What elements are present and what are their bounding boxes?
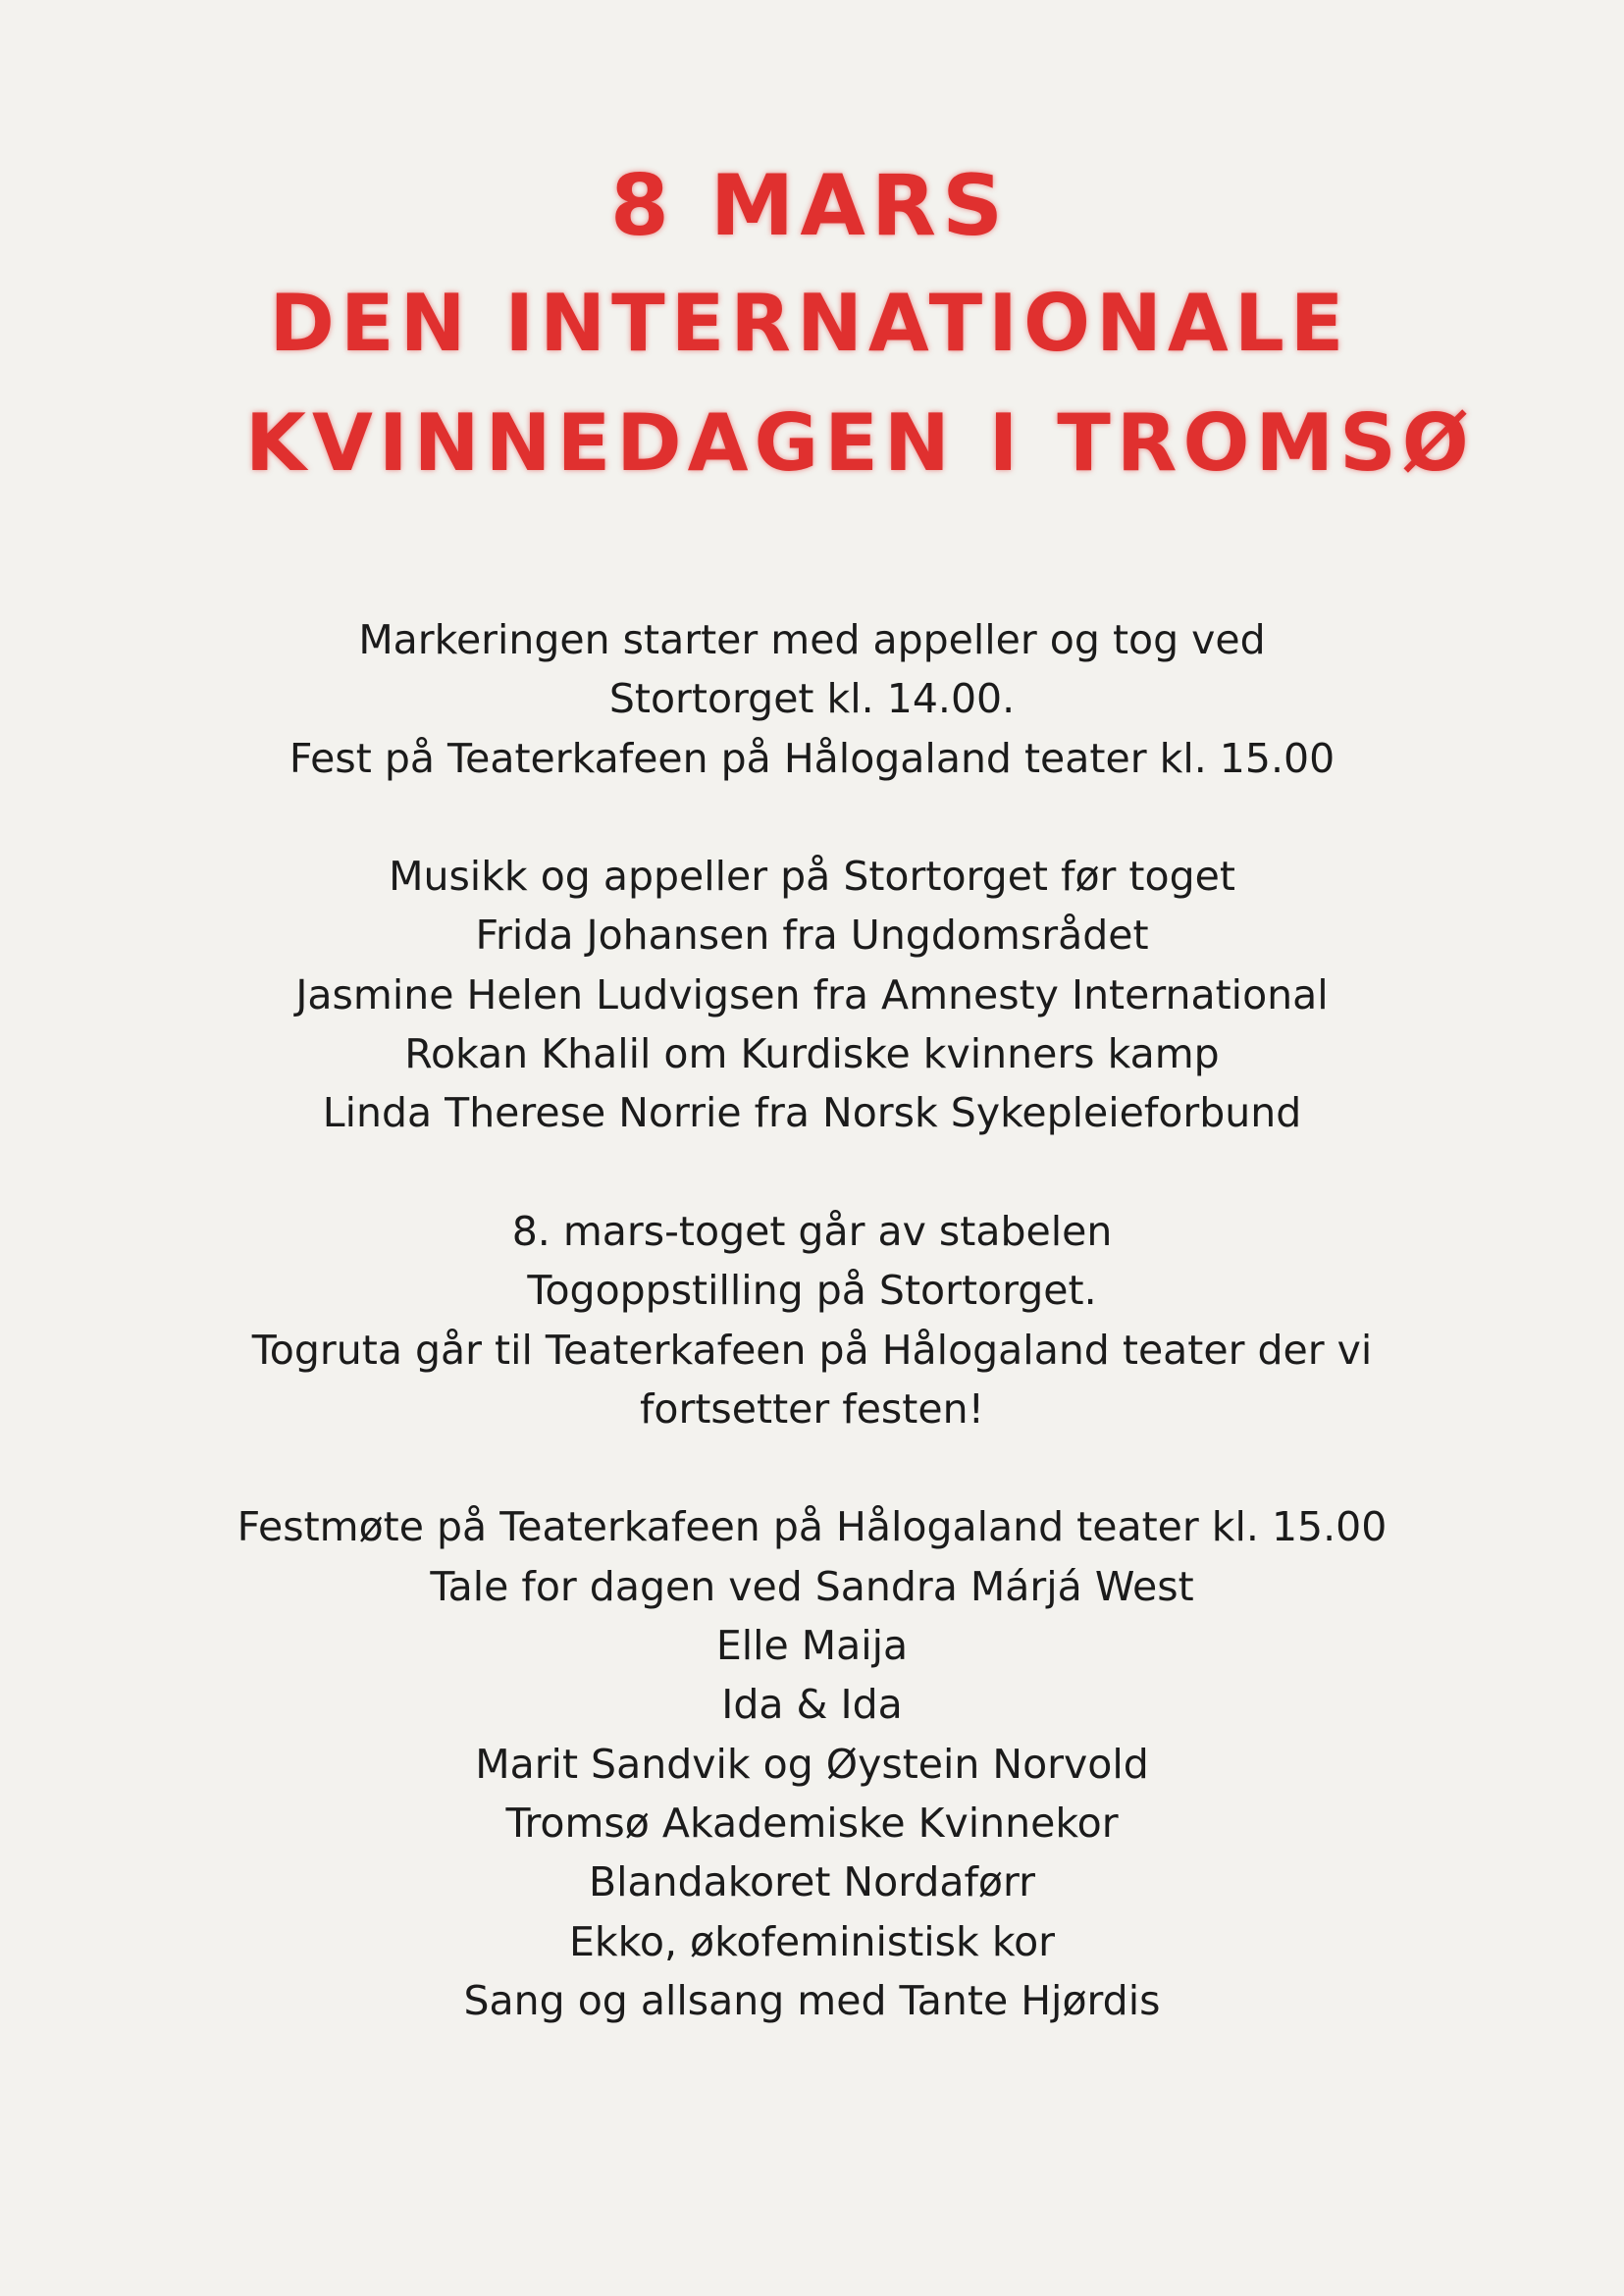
program-line: Tale for dagen ved Sandra Márjá West [430,1562,1194,1610]
program-line: Fest på Teaterkafeen på Hålogaland teater kl. 15.00 [288,734,1336,782]
title-location: KVINNEDAGEN I TROMSØ [245,397,1475,489]
program-line: Festmøte på Teaterkafeen på Hålogaland teater kl. 15.00 [236,1503,1388,1551]
program-line: Markeringen starter med appeller og tog ved [358,616,1266,663]
program-line: Rokan Khalil om Kurdiske kvinners kamp [404,1030,1220,1078]
program-text [196,610,1428,2030]
title-date: 8 MARS [609,157,1010,255]
flyer-title [245,137,1475,520]
program-line: Linda Therese Norrie fra Norsk Sykepleieforbund [322,1089,1302,1137]
section-spacer [196,1438,1428,1497]
program-line: 8. mars-toget går av stabelen [511,1207,1113,1255]
section-spacer [196,1143,1428,1202]
program-line: fortsetter festen! [639,1384,985,1433]
program-line: Tromsø Akademiske Kvinnekor [505,1799,1119,1847]
program-line: Sang og allsang med Tante Hjørdis [463,1976,1161,2024]
program-line: Stortorget kl. 14.00. [608,675,1016,723]
program-line: Ekko, økofeministisk kor [568,1917,1056,1965]
program-line: Blandakoret Nordaførr [589,1858,1035,1906]
program-line: Musikk og appeller på Stortorget før toget [389,853,1235,901]
program-line: Togoppstilling på Stortorget. [527,1267,1097,1315]
program-line: Marit Sandvik og Øystein Norvold [475,1740,1149,1788]
section-spacer [196,788,1428,847]
program-line: Togruta går til Teaterkafeen på Hålogaland teater der vi [251,1326,1373,1374]
program-line: Frida Johansen fra Ungdomsrådet [475,912,1149,960]
program-line: Ida & Ida [721,1681,903,1729]
title-event: DEN INTERNATIONALE [269,278,1350,369]
program-line: Elle Maija [715,1622,909,1670]
program-line: Jasmine Helen Ludvigsen fra Amnesty International [295,970,1329,1018]
